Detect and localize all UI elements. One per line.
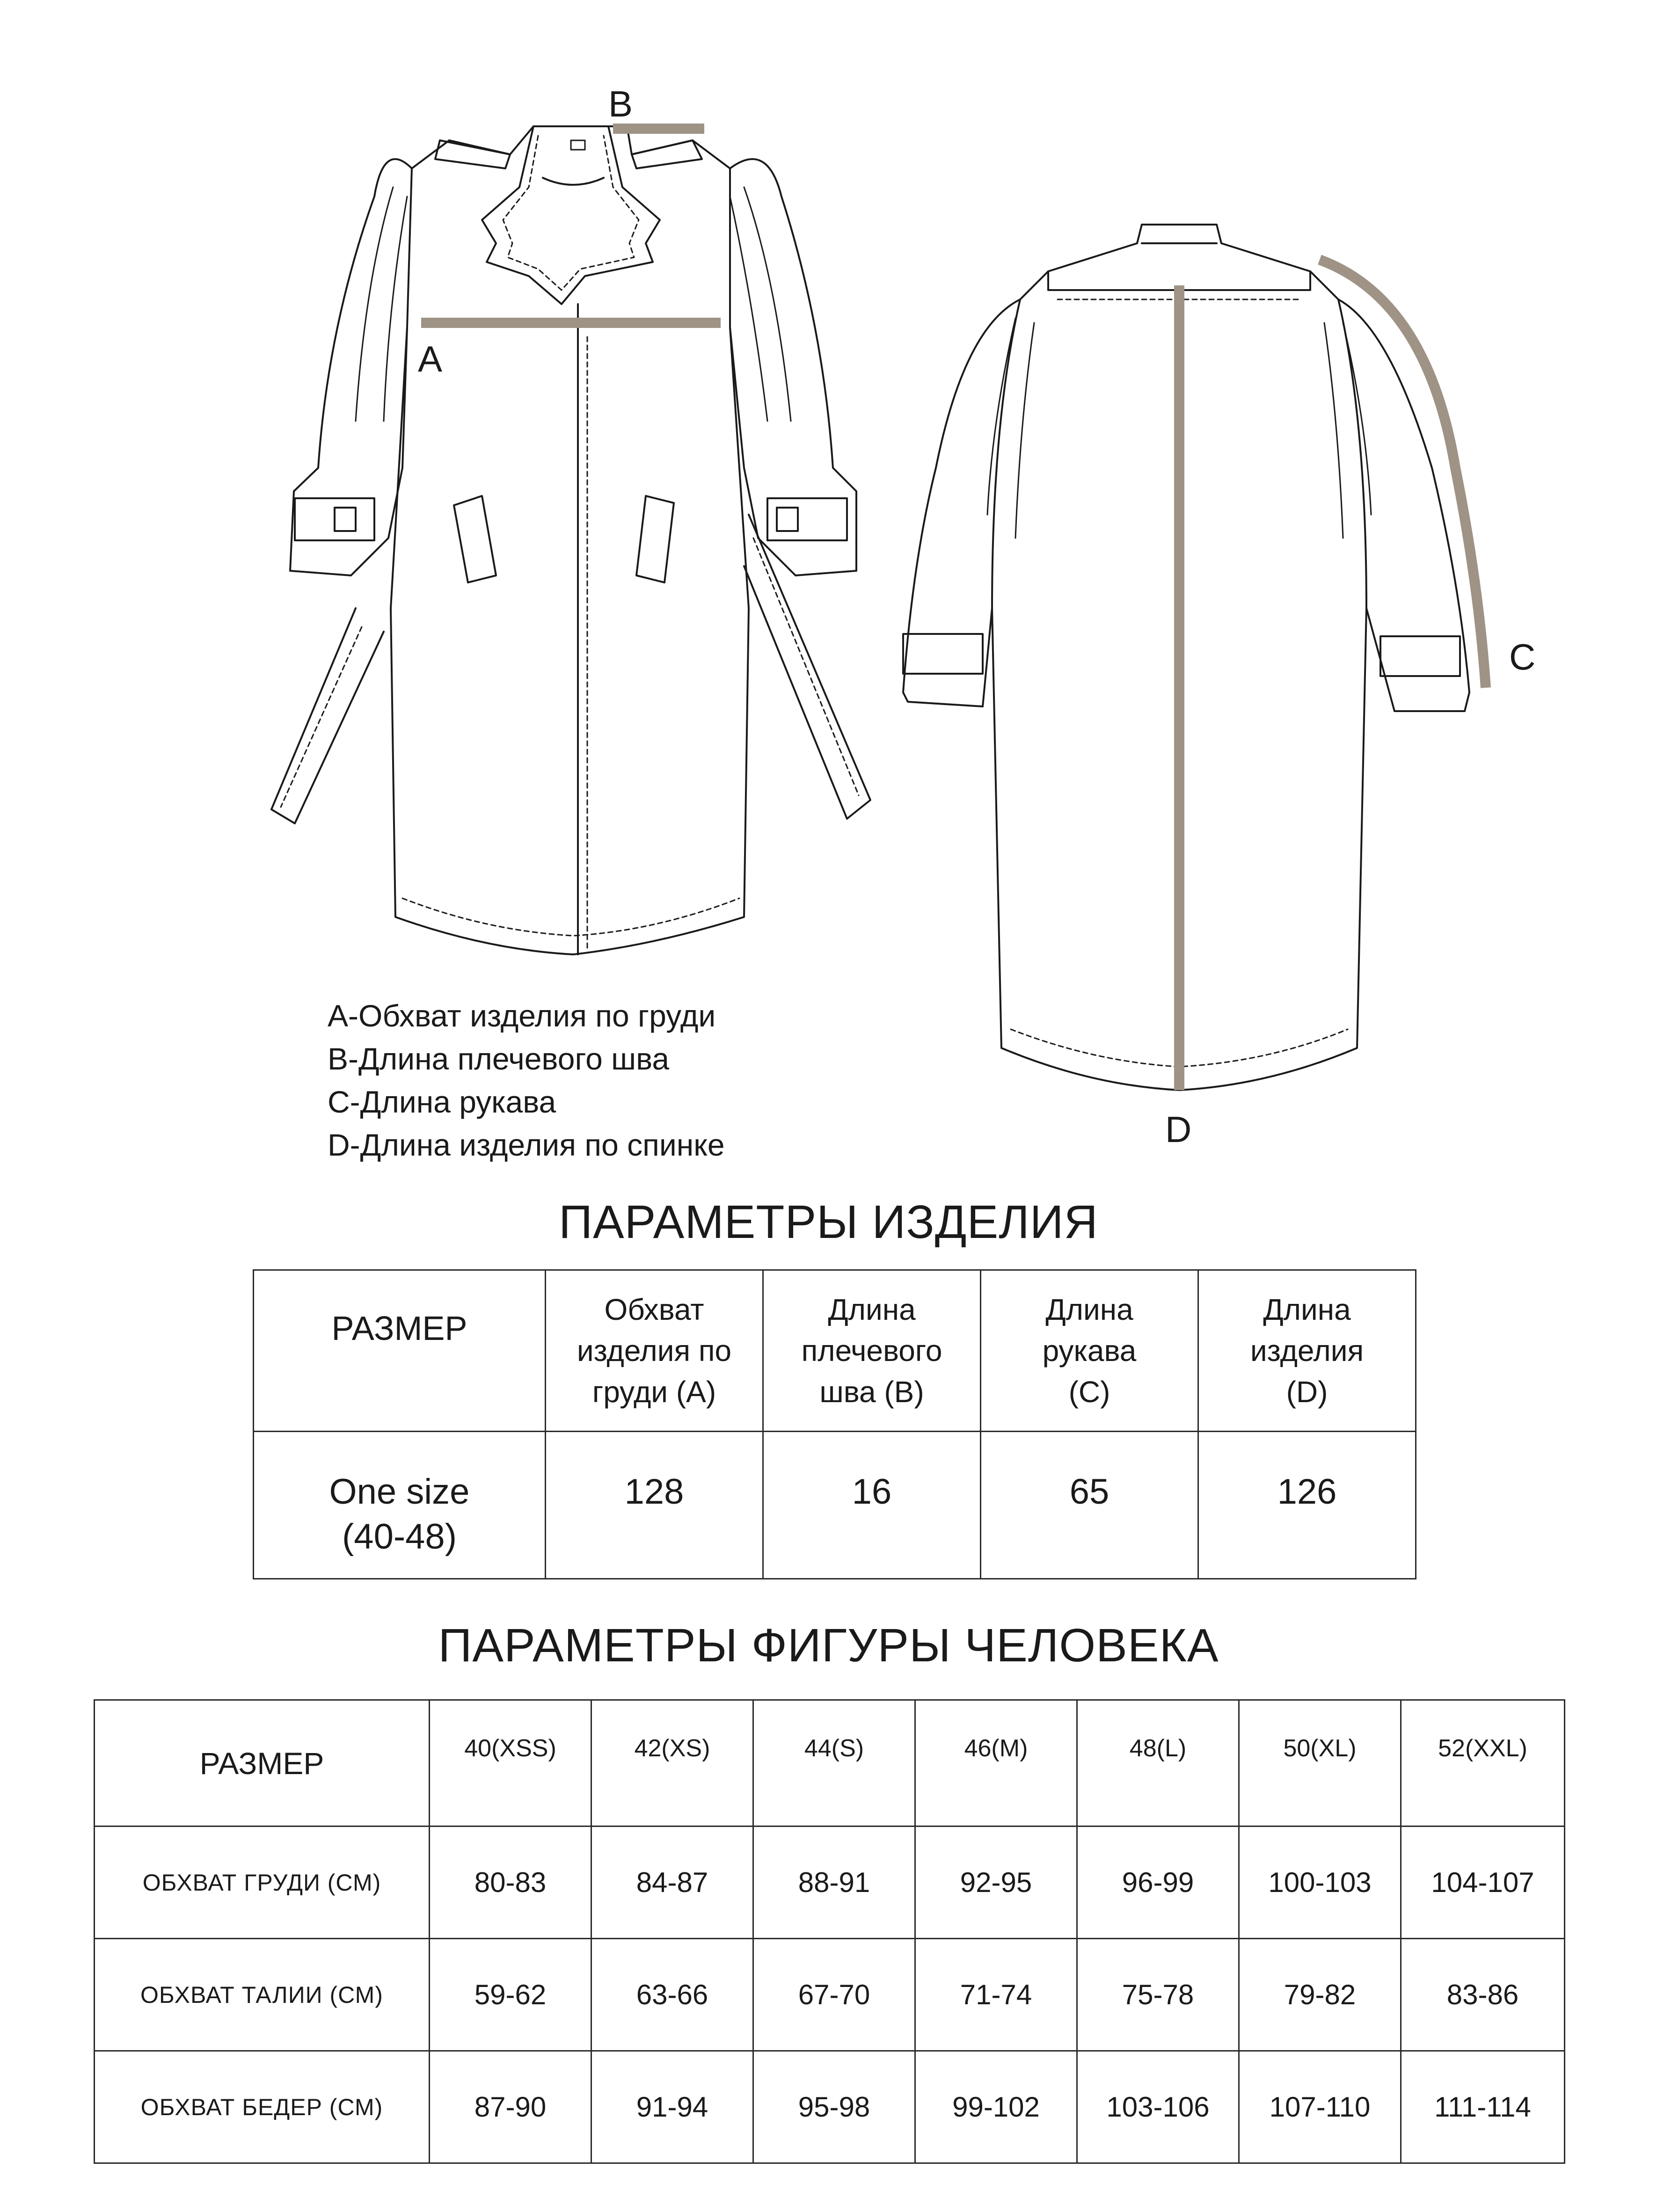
table-cell: 104-107 — [1401, 1826, 1565, 1939]
table-cell: 87-90 — [430, 2051, 591, 2163]
body-params-title: ПАРАМЕТРЫ ФИГУРЫ ЧЕЛОВЕКА — [438, 1619, 1219, 1672]
legend-item-b: B-Длина плечевого шва — [328, 1041, 670, 1076]
table-cell: 88-91 — [753, 1826, 915, 1939]
table-cell: 79-82 — [1239, 1939, 1401, 2051]
measure-label-c: C — [1509, 636, 1536, 677]
product-params-row — [254, 1432, 1416, 1579]
product-params-title: ПАРАМЕТРЫ ИЗДЕЛИЯ — [559, 1196, 1098, 1248]
table-cell: 111-114 — [1401, 2051, 1565, 2163]
table-cell: 67-70 — [753, 1939, 915, 2051]
body-params-table — [94, 1699, 1565, 2164]
table-cell: 103-106 — [1077, 2051, 1239, 2163]
row-label-waist: ОБХВАТ ТАЛИИ (СМ) — [95, 1939, 430, 2051]
table-row-hips — [95, 2051, 1565, 2163]
size-cell: One size (40-48) — [254, 1432, 546, 1579]
table-row-waist — [95, 1939, 1565, 2051]
size-col-52: 52(XXL) — [1401, 1700, 1565, 1826]
legend-item-c: C-Длина рукава — [328, 1084, 556, 1119]
table-row-chest — [95, 1826, 1565, 1939]
table-cell: 100-103 — [1239, 1826, 1401, 1939]
table-cell: 59-62 — [430, 1939, 591, 2051]
legend-item-d: D-Длина изделия по спинке — [328, 1128, 725, 1162]
measurement-lines — [421, 129, 1486, 1090]
table-cell: 96-99 — [1077, 1826, 1239, 1939]
product-params-table — [253, 1269, 1416, 1579]
size-col-48: 48(L) — [1077, 1700, 1239, 1826]
table-cell: 80-83 — [430, 1826, 591, 1939]
measure-label-b: B — [608, 83, 633, 124]
product-params-header-row — [254, 1270, 1416, 1432]
size-col-44: 44(S) — [753, 1700, 915, 1826]
header-chest-girth: Обхват изделия по груди (A) — [546, 1270, 763, 1432]
measurement-legend — [328, 994, 725, 1166]
header-size: РАЗМЕР — [254, 1270, 546, 1432]
size-col-42: 42(XS) — [591, 1700, 753, 1826]
value-garment-length: 126 — [1198, 1432, 1416, 1579]
value-shoulder-length: 16 — [763, 1432, 981, 1579]
table-cell: 83-86 — [1401, 1939, 1565, 2051]
table-cell: 92-95 — [915, 1826, 1077, 1939]
table-cell: 75-78 — [1077, 1939, 1239, 2051]
measure-label-d: D — [1165, 1109, 1192, 1150]
table-cell: 99-102 — [915, 2051, 1077, 2163]
measure-label-a: A — [418, 338, 443, 379]
header-sleeve-length: Длина рукава (C) — [981, 1270, 1198, 1432]
legend-item-a: A-Обхват изделия по груди — [328, 998, 716, 1033]
value-chest-girth: 128 — [546, 1432, 763, 1579]
body-params-header-row — [95, 1700, 1565, 1826]
table-cell: 84-87 — [591, 1826, 753, 1939]
header-size: РАЗМЕР — [95, 1700, 430, 1826]
coat-front-view — [271, 126, 870, 954]
table-cell: 95-98 — [753, 2051, 915, 2163]
table-cell: 91-94 — [591, 2051, 753, 2163]
row-label-chest: ОБХВАТ ГРУДИ (СМ) — [95, 1826, 430, 1939]
table-cell: 107-110 — [1239, 2051, 1401, 2163]
coat-back-view — [903, 225, 1469, 1090]
size-col-40: 40(XSS) — [430, 1700, 591, 1826]
size-col-46: 46(M) — [915, 1700, 1077, 1826]
table-cell: 63-66 — [591, 1939, 753, 2051]
table-cell: 71-74 — [915, 1939, 1077, 2051]
header-shoulder-length: Длина плечевого шва (B) — [763, 1270, 981, 1432]
header-garment-length: Длина изделия (D) — [1198, 1270, 1416, 1432]
size-col-50: 50(XL) — [1239, 1700, 1401, 1826]
row-label-hips: ОБХВАТ БЕДЕР (СМ) — [95, 2051, 430, 2163]
value-sleeve-length: 65 — [981, 1432, 1198, 1579]
